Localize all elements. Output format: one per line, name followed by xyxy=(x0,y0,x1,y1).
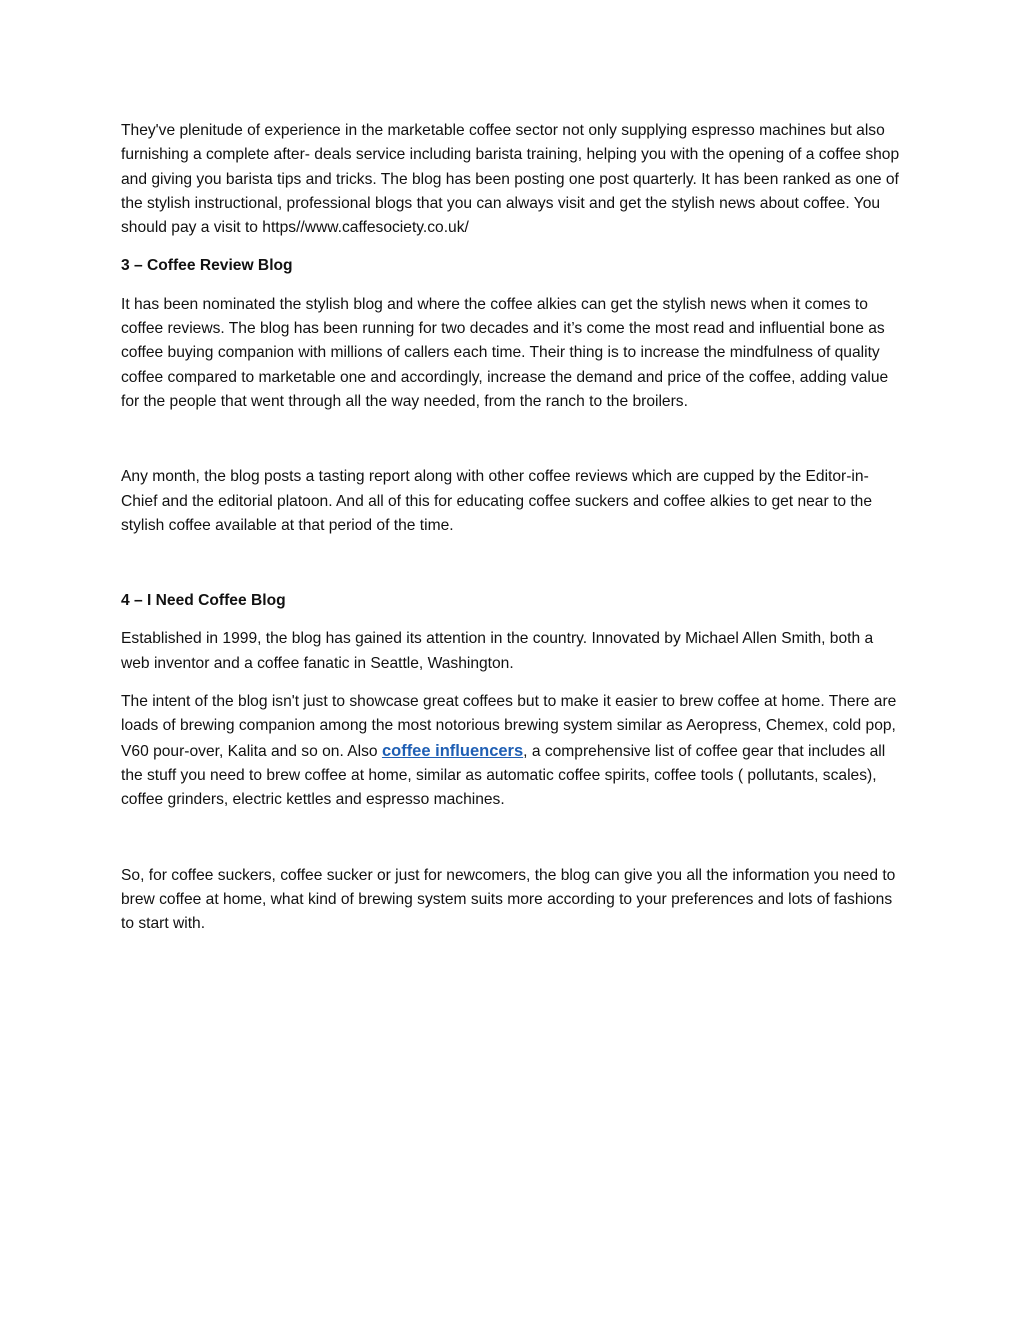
heading-i-need-coffee-blog: 4 – I Need Coffee Blog xyxy=(121,592,286,610)
intro-paragraph: They've plenitude of experience in the marketable coffee sector not only supplying espresso machines but also furnishing a complete after- deals service including barista training, helping you with the opening of a coffee shop and giving you barista tips and tricks. The blog has been posting one post quarterly. It has been ranked as one of the stylish instructional, professional blogs that you can always visit and get the stylish news about coffee. You should pay a visit to https//www.caffesociety.co.uk/ xyxy=(121,122,900,237)
coffee-review-paragraph-1: It has been nominated the stylish blog and where the coffee alkies can get the stylish news when it comes to coffee reviews. The blog has been running for two decades and it’s come the most read and influential bone as coffee buying companion with millions of callers each time. Their thing is to increase the mindfulness of quality coffee compared to marketable one and accordingly, increase the demand and price of the coffee, adding value for the people that went through all the way needed, from the ranch to the broilers. xyxy=(121,295,889,410)
i-need-coffee-paragraph-2 xyxy=(121,690,903,812)
i-need-coffee-paragraph-1: Established in 1999, the blog has gained its attention in the country. Innovated by Michael Allen Smith, both a web inventor and a coffee fanatic in Seattle, Washington. xyxy=(121,630,874,672)
coffee-review-paragraph-2: Any month, the blog posts a tasting report along with other coffee reviews which are cupped by the Editor-in-Chief and the editorial platoon. And all of this for educating coffee suckers and coffee alkies to get near to the stylish coffee available at that period of the time. xyxy=(121,468,873,534)
paragraph-text-after-link: , a comprehensive list of coffee gear that includes all the stuff you need to brew coffee at home, similar as automatic coffee spirits, coffee tools ( pollutants, scales), coffee grinders, electric kettles and espresso machines. xyxy=(121,742,886,809)
document-body xyxy=(121,119,903,936)
closing-paragraph: So, for coffee suckers, coffee sucker or just for newcomers, the blog can give you all the information you need to brew coffee at home, what kind of brewing system suits more according to your preferences and lots of fashions to start with. xyxy=(121,866,896,933)
paragraph-text-before-link: The intent of the blog isn't just to showcase great coffees but to make it easier to brew coffee at home. There are loads of brewing companion among the most notorious brewing system similar as Aeropress, Chemex, cold pop, V60 pour-over, Kalita and so on. Also xyxy=(121,693,897,760)
heading-coffee-review-blog: 3 – Coffee Review Blog xyxy=(121,257,293,275)
coffee-influencers-link[interactable]: coffee influencers xyxy=(381,741,524,760)
